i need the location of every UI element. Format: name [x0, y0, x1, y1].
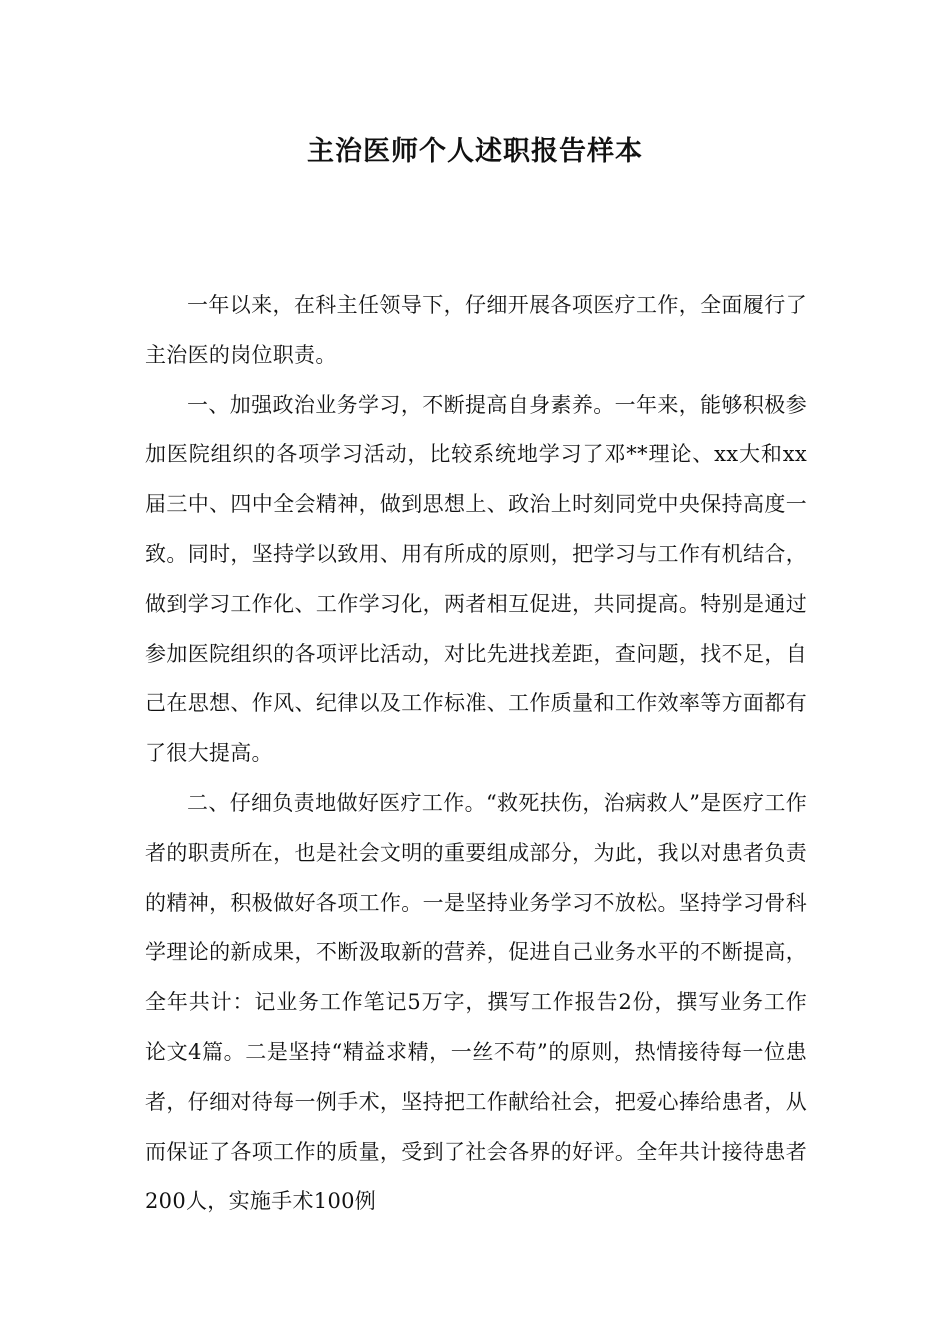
paragraph-intro: 一年以来，在科主任领导下，仔细开展各项医疗工作，全面履行了主治医的岗位职责。	[145, 293, 807, 367]
paragraph-section-1: 一、加强政治业务学习，不断提高自身素养。一年来，能够积极参加医院组织的各项学习活动，比较系统地学习了邓**理论、xx大和xx届三中、四中全会精神，做到思想上、政治上时刻同党中央保持高度一致。同时，坚持学以致用、用有所成的原则，把学习与工作有机结合，做到学习工作化、工作学习化，两者相互促进，共同提高。特别是通过参加医院组织的各项评比活动，对比先进找差距，查问题，找不足，自己在思想、作风、纪律以及工作标准、工作质量和工作效率等方面都有了很大提高。	[145, 392, 807, 766]
document-body	[145, 281, 807, 1227]
document-title: 主治医师个人述职报告样本	[307, 136, 643, 167]
paragraph-section-2: 二、仔细负责地做好医疗工作。“救死扶伤，治病救人”是医疗工作者的职责所在，也是社会文明的重要组成部分，为此，我以对患者负责的精神，积极做好各项工作。一是坚持业务学习不放松。坚持学习骨科学理论的新成果，不断汲取新的营养，促进自己业务水平的不断提高，全年共计：记业务工作笔记5万字，撰写工作报告2份，撰写业务工作论文4篇。二是坚持“精益求精，一丝不苟”的原则，热情接待每一位患者，仔细对待每一例手术，坚持把工作献给社会，把爱心捧给患者，从而保证了各项工作的质量，受到了社会各界的好评。全年共计接待患者200人，实施手术100例	[145, 790, 807, 1214]
